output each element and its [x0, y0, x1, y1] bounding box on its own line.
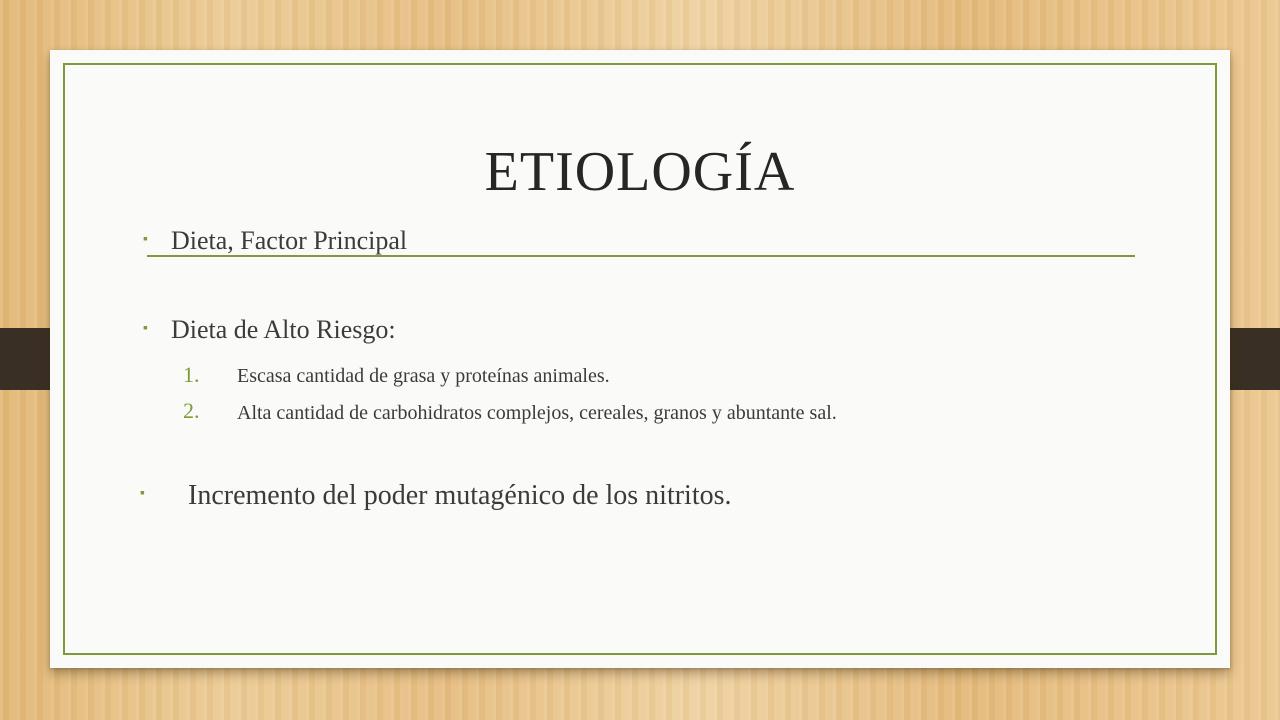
- slide-paper: [50, 50, 1230, 668]
- sub-item-number: 2.: [183, 398, 200, 423]
- sub-item-number: 1.: [183, 362, 200, 387]
- bullet-marker: ▪: [143, 232, 148, 247]
- bullet-dieta-factor-principal: Dieta, Factor Principal: [171, 226, 408, 255]
- sub-item-carbohidratos: Alta cantidad de carbohidratos complejos, cereales, granos y abuntante sal.: [237, 402, 837, 424]
- slide-title: ETIOLOGÍA: [484, 141, 796, 203]
- title-underline-rule: [147, 255, 1135, 257]
- bullet-marker: ▪: [140, 486, 145, 501]
- bullet-marker: ▪: [143, 321, 148, 336]
- sub-item-grasa-proteinas: Escasa cantidad de grasa y proteínas animales.: [237, 365, 610, 387]
- bullet-poder-mutagenico: Incremento del poder mutagénico de los nitritos.: [188, 480, 732, 511]
- bullet-dieta-alto-riesgo: Dieta de Alto Riesgo:: [171, 315, 396, 344]
